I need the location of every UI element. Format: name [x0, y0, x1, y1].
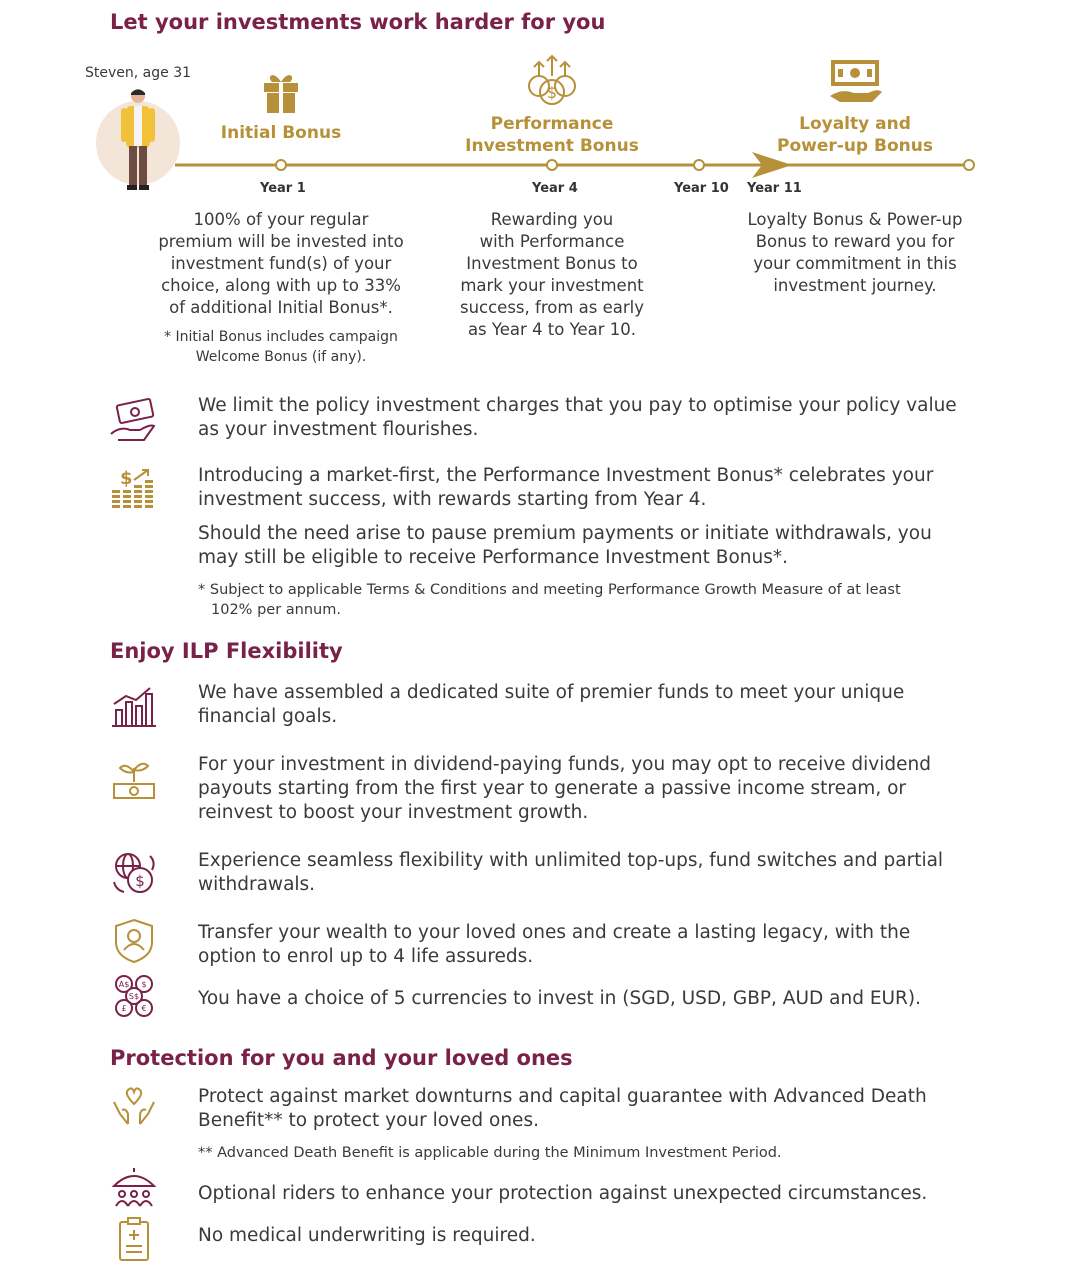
year-1-label: Year 1 [260, 181, 306, 196]
svg-text:€: € [141, 1004, 147, 1013]
svg-text:£: £ [121, 1004, 127, 1013]
flex-item-currencies: You have a choice of 5 currencies to invest in (SGD, USD, GBP, AUD and EUR). [198, 988, 921, 1009]
protection-item-death-benefit: Protect against market downturns and capital guarantee with Advanced Death Benefit** to protect your loved ones. [198, 1086, 927, 1131]
plant-money-icon [110, 756, 160, 806]
feature-limit-charges: We limit the policy investment charges that you pay to optimise your policy value as your investment flourishes. [198, 395, 957, 440]
globe-dollar-icon [110, 848, 160, 898]
section-heading-ilp-flexibility: Enjoy ILP Flexibility [110, 639, 343, 663]
section-heading-protection: Protection for you and your loved ones [110, 1046, 573, 1070]
money-hand-icon [108, 398, 158, 448]
person-illustration [112, 86, 162, 196]
money-growth-icon [525, 54, 579, 108]
currencies-icon [110, 972, 160, 1022]
svg-text:$: $ [135, 872, 145, 890]
milestone-loyalty-bonus-title: Loyalty and Power-up Bonus [777, 114, 933, 156]
protection-item-riders: Optional riders to enhance your protection against unexpected circumstances. [198, 1183, 928, 1204]
footnote-advanced-death-benefit: ** Advanced Death Benefit is applicable during the Minimum Investment Period. [198, 1145, 782, 1161]
milestone-performance-bonus-title: Performance Investment Bonus [465, 114, 639, 156]
medical-clipboard-icon [110, 1216, 160, 1266]
initial-bonus-note: * Initial Bonus includes campaign Welcome Bonus (if any). [164, 329, 398, 365]
dollar-growth-icon [108, 466, 158, 516]
flex-item-topups: Experience seamless flexibility with unlimited top-ups, fund switches and partial withdrawals. [198, 850, 944, 895]
year-11-label: Year 11 [747, 181, 802, 196]
section-heading-investments: Let your investments work harder for you [110, 10, 606, 34]
flex-item-legacy: Transfer your wealth to your loved ones and create a lasting legacy, with the option to enrol up to 4 life assureds. [198, 922, 911, 967]
shield-person-icon [110, 916, 160, 966]
svg-text:$: $ [141, 980, 147, 989]
umbrella-family-icon [110, 1166, 160, 1216]
svg-text:$: $ [546, 83, 558, 102]
heart-hands-icon [110, 1084, 160, 1134]
feature-pause-premium: Should the need arise to pause premium payments or initiate withdrawals, you may still be eligible to receive Performance Investment Bonus*. [198, 523, 932, 568]
cash-hand-icon [828, 60, 884, 106]
loyalty-bonus-description: Loyalty Bonus & Power-up Bonus to reward you for your commitment in this investment journey. [747, 210, 963, 295]
svg-text:S$: S$ [128, 992, 140, 1001]
performance-bonus-description: Rewarding you with Performance Investment Bonus to mark your investment success, from as early as Year 4 to Year 10. [459, 210, 645, 339]
feature-performance-bonus: Introducing a market-first, the Performance Investment Bonus* celebrates your investment success, with rewards starting from Year 4. [198, 465, 934, 510]
svg-text:$: $ [120, 468, 133, 489]
flex-item-dividend: For your investment in dividend-paying funds, you may opt to receive dividend payouts starting from the first year to generate a passive income stream, or reinvest to boost your investment growth. [198, 754, 931, 823]
milestone-initial-bonus-title: Initial Bonus [220, 123, 342, 143]
gift-icon [262, 70, 300, 114]
flex-item-premier-funds: We have assembled a dedicated suite of premier funds to meet your unique financial goals. [198, 682, 905, 727]
bar-chart-icon [110, 686, 160, 736]
year-4-label: Year 4 [532, 181, 578, 196]
person-label: Steven, age 31 [85, 65, 192, 81]
protection-item-no-underwriting: No medical underwriting is required. [198, 1225, 536, 1246]
initial-bonus-description: 100% of your regular premium will be invested into investment fund(s) of your choice, along with up to 33% of additional Initial Bonus*. [158, 210, 404, 317]
svg-text:A$: A$ [118, 980, 130, 989]
year-10-label: Year 10 [674, 181, 729, 196]
footnote-terms: * Subject to applicable Terms & Conditions and meeting Performance Growth Measure of at least 102% per annum. [198, 582, 901, 618]
